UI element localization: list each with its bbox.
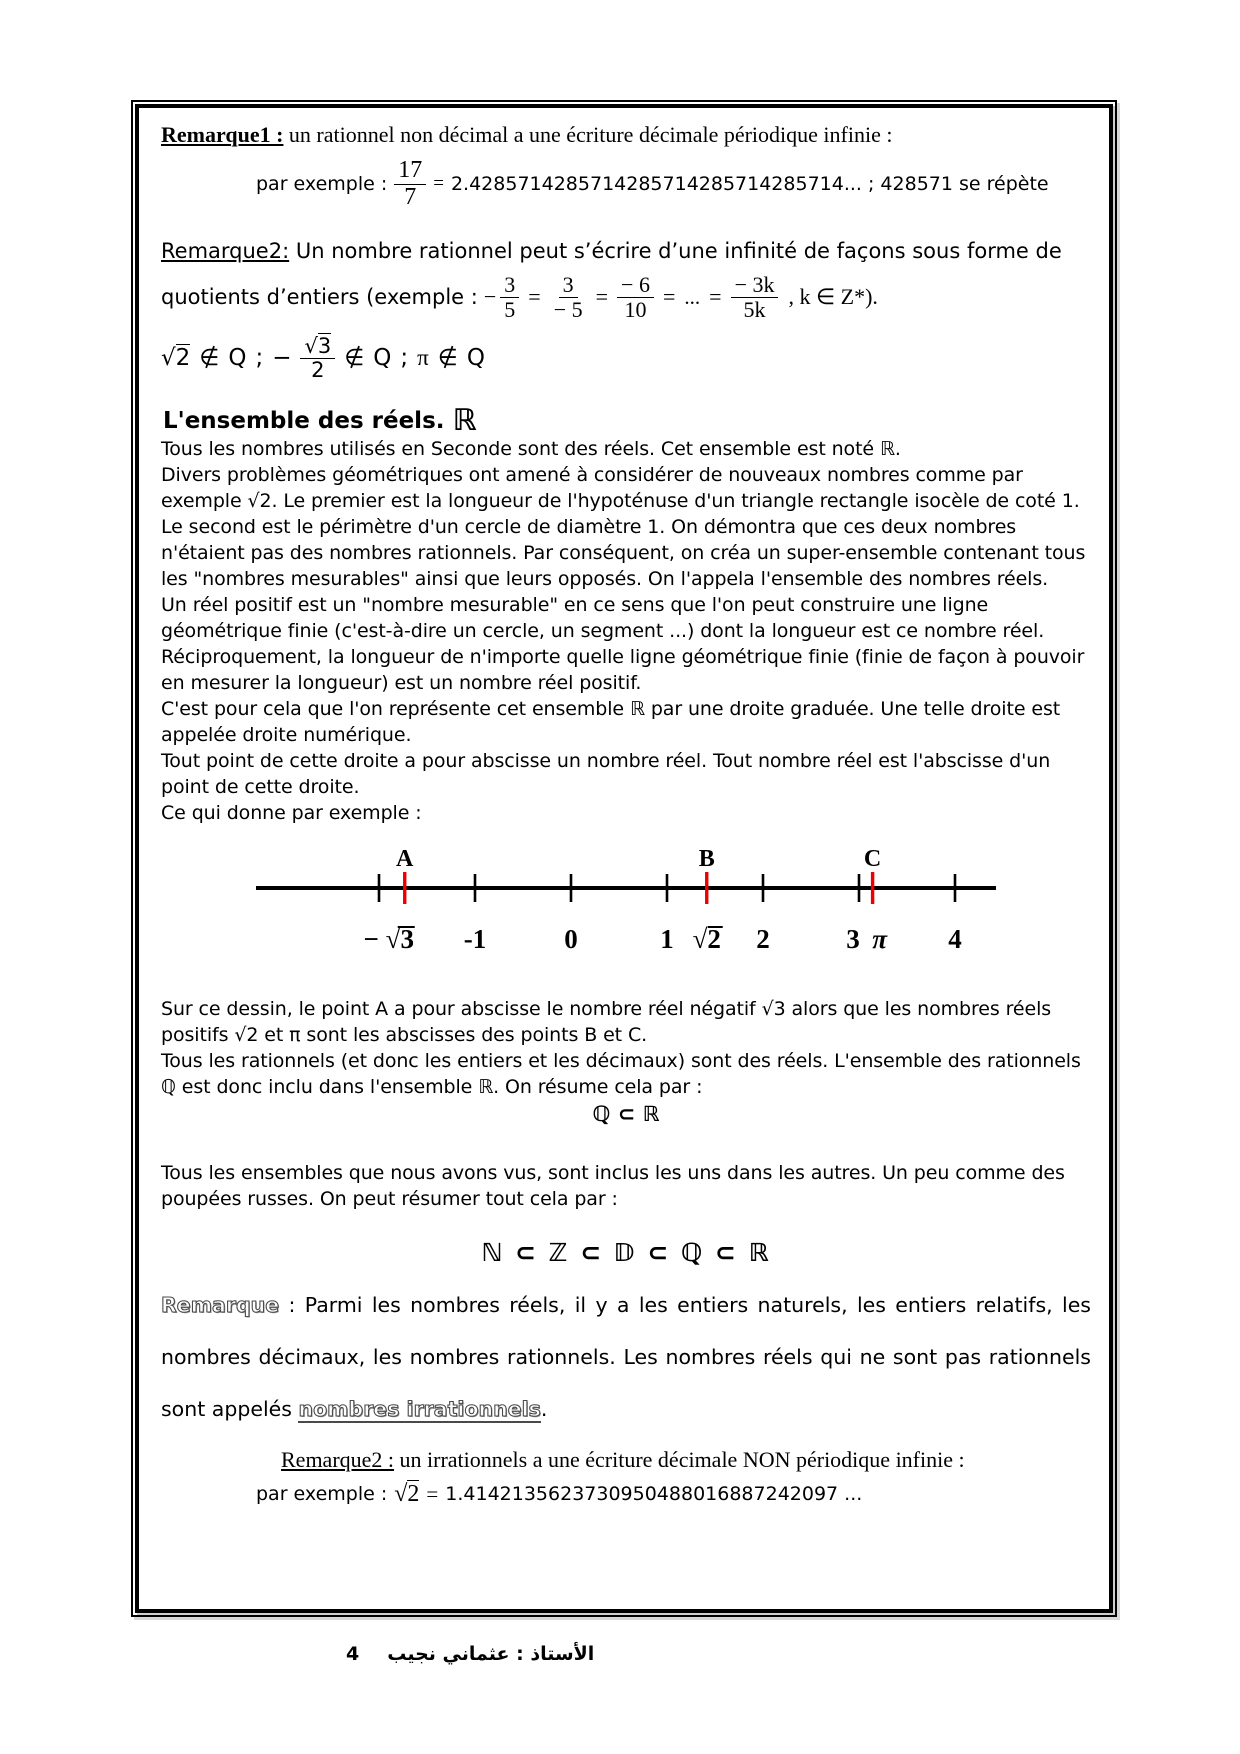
- svg-text:0: 0: [564, 923, 578, 954]
- nested-sets-paragraph: Tous les ensembles que nous avons vus, sont inclus les uns dans les autres. Un peu comme des poupées russes. On peut résumer tout cela par :: [161, 1161, 1065, 1210]
- svg-text:4: 4: [948, 923, 962, 954]
- svg-text:√2: √2: [692, 923, 721, 954]
- author-name: الأستاذ : عثماني نجيب: [387, 1643, 595, 1665]
- svg-text:A: A: [396, 847, 414, 872]
- equals-sign: =: [528, 284, 541, 310]
- separator: ;: [400, 345, 409, 372]
- separator: ;: [255, 345, 264, 372]
- example-17-over-7: [256, 158, 1091, 211]
- page-border: [131, 100, 1117, 1617]
- reals-paragraph-4: Réciproquement, la longueur de n'importe quelle ligne géométrique finie (finie de façon à pouvoir en mesurer la longueur) est un nombre réel positif.: [161, 645, 1085, 694]
- equals-sign: =: [595, 284, 609, 310]
- page-number: 4: [346, 1643, 360, 1665]
- fraction-3-5: $\frac{3}{5}$: [500, 273, 519, 322]
- svg-text:-1: -1: [463, 923, 487, 954]
- remark2-label: Remarque2:: [161, 238, 290, 263]
- equals-sign: =: [433, 173, 444, 195]
- reals-paragraph-1: Tous les nombres utilisés en Seconde sont des réels. Cet ensemble est noté ℝ.: [161, 437, 901, 460]
- svg-text:B: B: [698, 847, 715, 872]
- sqrt-2: √2: [394, 1480, 420, 1507]
- minus-sign: −: [272, 345, 292, 372]
- reals-paragraph-3: Un réel positif est un "nombre mesurable" en ce sens que l'on peut construire une ligne géométrique finie (c'est-à-dire un cercle, un segment ...) dont la longueur est ce nombre réel.: [161, 593, 1045, 642]
- pi-symbol: π: [417, 345, 429, 371]
- remark2-bottom-label: Remarque2 :: [281, 1446, 395, 1472]
- minus-sign: −: [483, 284, 497, 310]
- page-footer: [346, 1643, 594, 1665]
- equals-sign: =: [709, 284, 722, 310]
- rationals-included-paragraph: Tous les rationnels (et donc les entiers et les décimaux) sont des réels. L'ensemble des rationnels ℚ est donc inclu dans l'ensemble ℝ. On résume cela par :: [161, 1049, 1081, 1098]
- remark2-text-line1: Un nombre rationnel peut s’écrire d’une infinité de façons sous forme de: [295, 238, 1062, 263]
- not-element-symbol: ∉: [437, 345, 458, 372]
- fraction-minus3k-5k: $\frac{- 3k}{5k}$: [731, 273, 779, 322]
- decimal-expansion-sqrt2: 1.4142135623730950488016887242097 ...: [445, 1483, 863, 1506]
- remark2-paragraph: [161, 235, 1091, 267]
- fraction-3-minus5: $\frac{3}{- 5}$: [553, 271, 583, 322]
- not-element-symbol: ∉: [199, 345, 220, 372]
- sqrt-2: √2: [161, 345, 191, 372]
- not-element-symbol: ∉: [344, 345, 365, 372]
- q-subset-r: ℚ ⊂ ℝ: [592, 1101, 660, 1126]
- svg-text:1: 1: [660, 923, 674, 954]
- number-line-svg: [256, 848, 996, 966]
- svg-text:− √3: − √3: [363, 923, 414, 954]
- fraction-minus6-10: $\frac{- 6}{10}$: [617, 273, 654, 322]
- fraction-17-7: [394, 158, 426, 211]
- abscissa-paragraph: Sur ce dessin, le point A a pour abscisse le nombre réel négatif √3 alors que les nombres réels positifs √2 et π sont les abscisses des points B et C.: [161, 997, 1052, 1046]
- irrational-numbers-highlight: nombres irrationnels: [298, 1396, 541, 1421]
- set-q: Q: [466, 345, 485, 372]
- remark2-bottom-text: un irrationnels a une écriture décimale NON périodique infinie :: [399, 1446, 965, 1472]
- heading-text: L'ensemble des réels.: [163, 407, 445, 434]
- remark-outline-label: Remarque: [161, 1292, 280, 1317]
- svg-text:C: C: [863, 847, 882, 872]
- equals-sign: =: [426, 1481, 439, 1506]
- svg-text:2: 2: [756, 923, 770, 954]
- number-line-figure: [256, 848, 1091, 970]
- example-sqrt2-decimal: [256, 1481, 1091, 1508]
- fraction-sqrt3-2: $\frac{√3}{2}$: [300, 335, 335, 381]
- remark1-label: Remarque1 :: [161, 122, 284, 147]
- equals-sign: =: [662, 284, 676, 310]
- chain-prefix: quotients d’entiers (exemple :: [161, 285, 478, 310]
- rational-fraction-chain: [161, 273, 1091, 322]
- decimal-expansion-17-7: 2.4285714285714285714285714285714... ; 428571 se répète: [450, 173, 1049, 196]
- remark2-bottom-paragraph: [281, 1445, 1091, 1475]
- page-inner-border: [135, 104, 1113, 1613]
- reals-paragraph-7: Ce qui donne par exemple :: [161, 801, 422, 824]
- reals-paragraph-6: Tout point de cette droite a pour abscisse un nombre réel. Tout nombre réel est l'abscisse d'un point de cette droite.: [161, 749, 1051, 798]
- set-q: Q: [228, 345, 247, 372]
- double-struck-r-symbol: ℝ: [452, 402, 477, 438]
- final-remark-paragraph: Remarque : Parmi les nombres réels, il y a les entiers naturels, les entiers relatifs, les nombres décimaux, les nombres rationnels. Les nombres réels qui ne sont pas rationnels sont appelés nombres irrationnels.: [161, 1292, 1091, 1421]
- reals-paragraph-2: Divers problèmes géométriques ont amené à considérer de nouveaux nombres comme par exemple √2. Le premier est la longueur de l'hypoténuse d'un triangle rectangle isocèle de coté 1. Le second est le périmètre d'un cercle de diamètre 1. On démontra que ces deux nombres n'étaient pas des nombres rationnels. Par conséquent, on créa un super-ensemble contenant tous les "nombres mesurables" ainsi que leurs opposés. On l'appela l'ensemble des nombres réels.: [161, 463, 1086, 590]
- example-prefix: par exemple :: [256, 173, 388, 196]
- page-content: [139, 108, 1109, 1508]
- after-figure-block: [161, 996, 1091, 1126]
- svg-text:π: π: [872, 923, 887, 954]
- k-in-z-star: , k ∈ Z*).: [788, 284, 878, 310]
- fraction-numerator: 17: [394, 158, 426, 185]
- set-q: Q: [373, 345, 392, 372]
- irrationals-not-in-q-line: [161, 335, 1091, 381]
- final-remark-text: Parmi les nombres réels, il y a les entiers naturels, les entiers relatifs, les nombres décimaux, les nombres rationnels. Les nombres réels qui ne sont pas rationnels sont appelés: [161, 1292, 1091, 1421]
- reals-paragraph-5: C'est pour cela que l'on représente cet ensemble ℝ par une droite graduée. Une telle droite est appelée droite numérique.: [161, 697, 1061, 746]
- remark1-paragraph: [161, 120, 1091, 150]
- example-prefix: par exemple :: [256, 1483, 388, 1506]
- section-heading-reals: [163, 402, 1091, 438]
- ellipsis: ...: [684, 284, 701, 309]
- remark1-text: un rationnel non décimal a une écriture décimale périodique infinie :: [288, 122, 893, 147]
- svg-text:3: 3: [846, 923, 860, 954]
- fraction-denominator: 7: [404, 183, 417, 210]
- inclusion-chain-n-z-d-q-r: ℕ ⊂ ℤ ⊂ 𝔻 ⊂ ℚ ⊂ ℝ: [481, 1237, 771, 1267]
